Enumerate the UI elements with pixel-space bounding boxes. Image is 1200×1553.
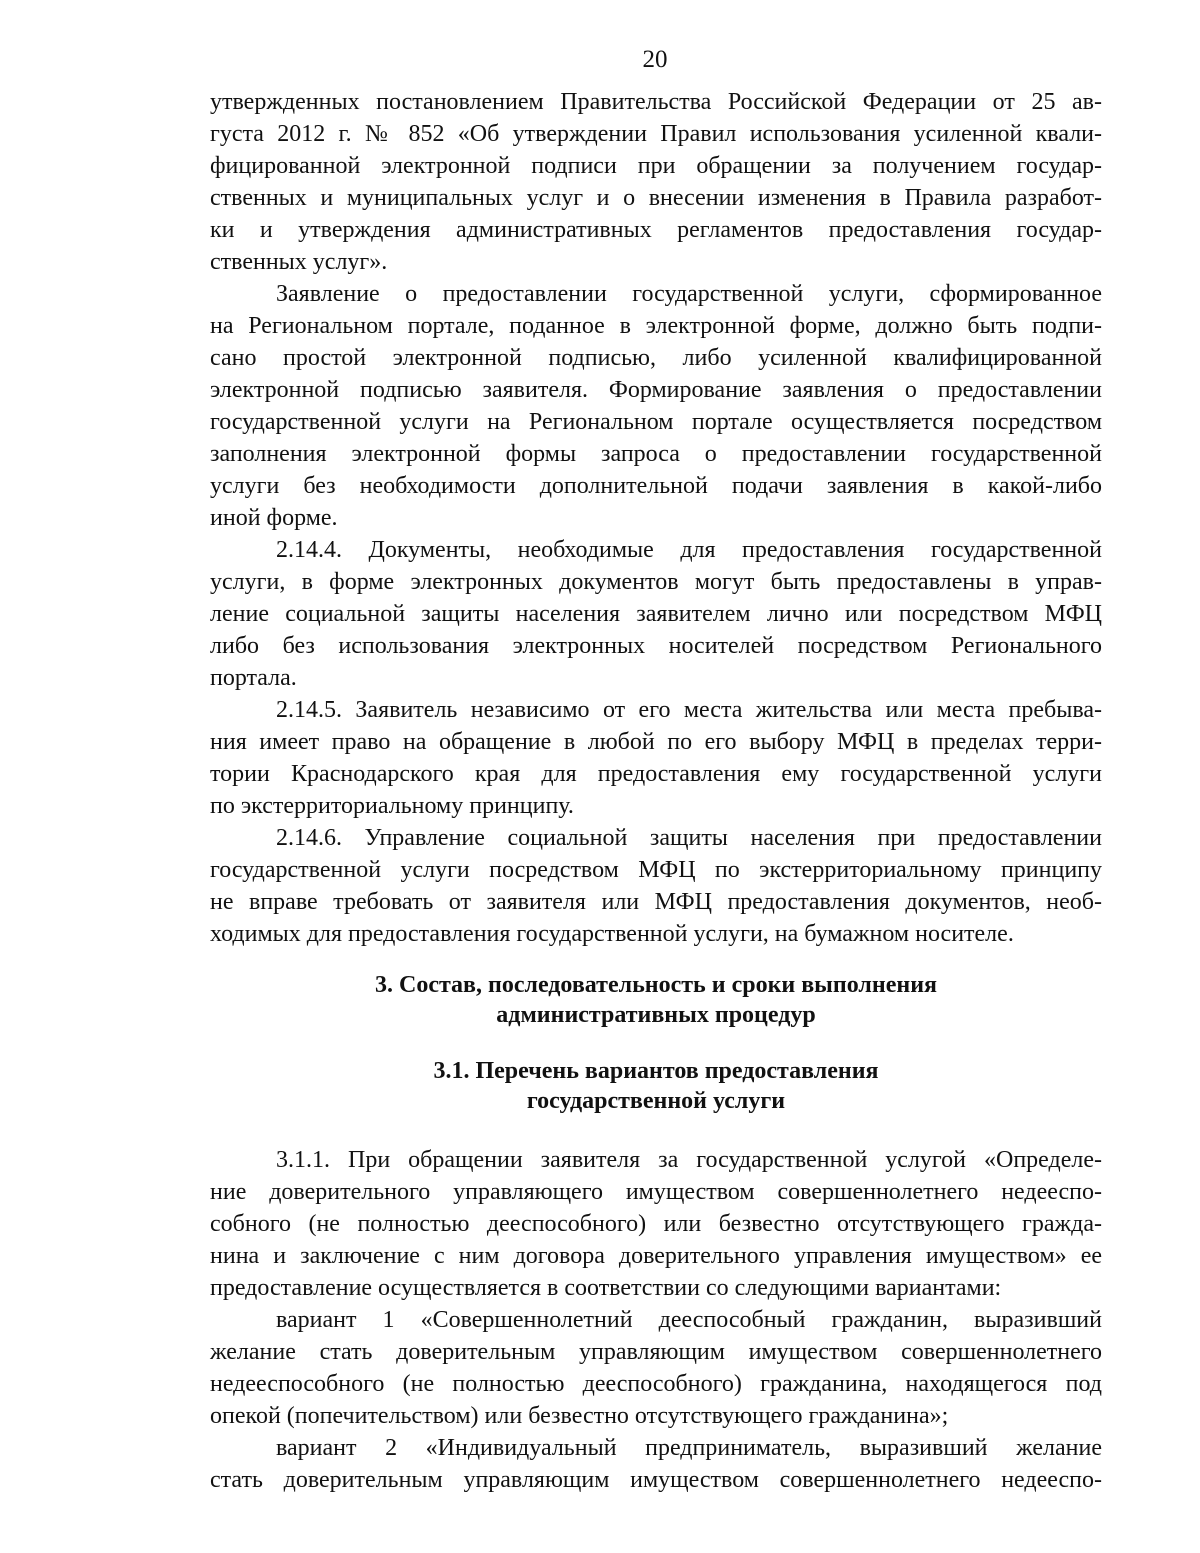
- text-line: не вправе требовать от заявителя или МФЦ предоставления документов, необ-: [210, 889, 1102, 915]
- text-line: ния имеет право на обращение в любой по его выбору МФЦ в пределах терри-: [210, 729, 1102, 755]
- section-3-1-heading: [210, 1056, 1102, 1116]
- text-line: вариант 1 «Совершеннолетний дееспособный гражданин, выразивший: [276, 1307, 1102, 1333]
- text-line: недееспособного (не полностью дееспособного) гражданина, находящегося под: [210, 1371, 1102, 1397]
- paragraph-variant-2: [210, 1432, 1102, 1496]
- text-line: предоставление осуществляется в соответствии со следующими вариантами:: [210, 1275, 1002, 1301]
- section-3-heading: [210, 970, 1102, 1030]
- heading-line: 3. Состав, последовательность и сроки выполнения: [374, 972, 938, 998]
- text-line: 3.1.1. При обращении заявителя за государственной услугой «Определе-: [276, 1147, 1102, 1173]
- text-line: стать доверительным управляющим имуществом совершеннолетнего недееспо-: [210, 1467, 1102, 1493]
- paragraph-3-1-1: [210, 1144, 1102, 1304]
- text-line: фицированной электронной подписи при обращении за получением государ-: [210, 153, 1102, 179]
- text-line: сано простой электронной подписью, либо усиленной квалифицированной: [210, 345, 1102, 371]
- paragraph-application-signature: [210, 278, 1102, 534]
- text-line: государственной услуги на Региональном портале осуществляется посредством: [210, 409, 1102, 435]
- text-line: государственной услуги посредством МФЦ по экстерриториальному принципу: [210, 857, 1102, 883]
- paragraph-intro-continuation: [210, 86, 1102, 278]
- text-line: услуги, в форме электронных документов могут быть предоставлены в управ-: [210, 569, 1102, 595]
- text-line: 2.14.5. Заявитель независимо от его места жительства или места пребыва-: [276, 697, 1102, 723]
- text-line: ходимых для предоставления государственной услуги, на бумажном носителе.: [210, 921, 1014, 947]
- paragraph-2-14-4: [210, 534, 1102, 694]
- text-line: Заявление о предоставлении государственной услуги, сформированное: [276, 281, 1102, 307]
- spacer: [210, 1030, 1102, 1056]
- text-line: иной форме.: [210, 505, 338, 531]
- text-line: вариант 2 «Индивидуальный предприниматель, выразивший желание: [276, 1435, 1102, 1461]
- text-line: по экстерриториальному принципу.: [210, 793, 574, 819]
- paragraph-2-14-5: [210, 694, 1102, 822]
- text-line: ственных и муниципальных услуг и о внесении изменения в Правила разработ-: [210, 185, 1102, 211]
- paragraph-2-14-6: [210, 822, 1102, 950]
- paragraph-variant-1: [210, 1304, 1102, 1432]
- text-line: желание стать доверительным управляющим имуществом совершеннолетнего: [210, 1339, 1102, 1365]
- text-line: заполнения электронной формы запроса о предоставлении государственной: [210, 441, 1102, 467]
- text-line: 2.14.4. Документы, необходимые для предоставления государственной: [276, 537, 1102, 563]
- heading-line: 3.1. Перечень вариантов предоставления: [433, 1058, 879, 1084]
- text-line: нина и заключение с ним договора доверительного управления имуществом» ее: [210, 1243, 1102, 1269]
- text-line: ление социальной защиты населения заявителем лично или посредством МФЦ: [210, 601, 1102, 627]
- text-line: либо без использования электронных носителей посредством Регионального: [210, 633, 1102, 659]
- document-body: [210, 86, 1102, 1496]
- spacer: [210, 950, 1102, 970]
- text-line: ние доверительного управляющего имуществом совершеннолетнего недееспо-: [210, 1179, 1102, 1205]
- text-line: утвержденных постановлением Правительства Российской Федерации от 25 ав-: [210, 89, 1102, 115]
- text-line: опекой (попечительством) или безвестно отсутствующего гражданина»;: [210, 1403, 949, 1429]
- heading-line: государственной услуги: [526, 1088, 786, 1114]
- text-line: ственных услуг».: [210, 249, 388, 275]
- text-line: на Региональном портале, поданное в электронной форме, должно быть подпи-: [210, 313, 1102, 339]
- text-line: ки и утверждения административных регламентов предоставления государ-: [210, 217, 1102, 243]
- page-number: 20: [642, 46, 668, 73]
- text-line: портала.: [210, 665, 297, 691]
- spacer: [210, 1116, 1102, 1144]
- text-line: густа 2012 г. № 852 «Об утверждении Правил использования усиленной квали-: [210, 121, 1102, 147]
- text-line: собного (не полностью дееспособного) или безвестно отсутствующего гражда-: [210, 1211, 1102, 1237]
- text-line: тории Краснодарского края для предоставления ему государственной услуги: [210, 761, 1102, 787]
- text-line: 2.14.6. Управление социальной защиты населения при предоставлении: [276, 825, 1102, 851]
- text-line: электронной подписью заявителя. Формирование заявления о предоставлении: [210, 377, 1102, 403]
- heading-line: административных процедур: [496, 1002, 816, 1028]
- text-line: услуги без необходимости дополнительной подачи заявления в какой-либо: [210, 473, 1102, 499]
